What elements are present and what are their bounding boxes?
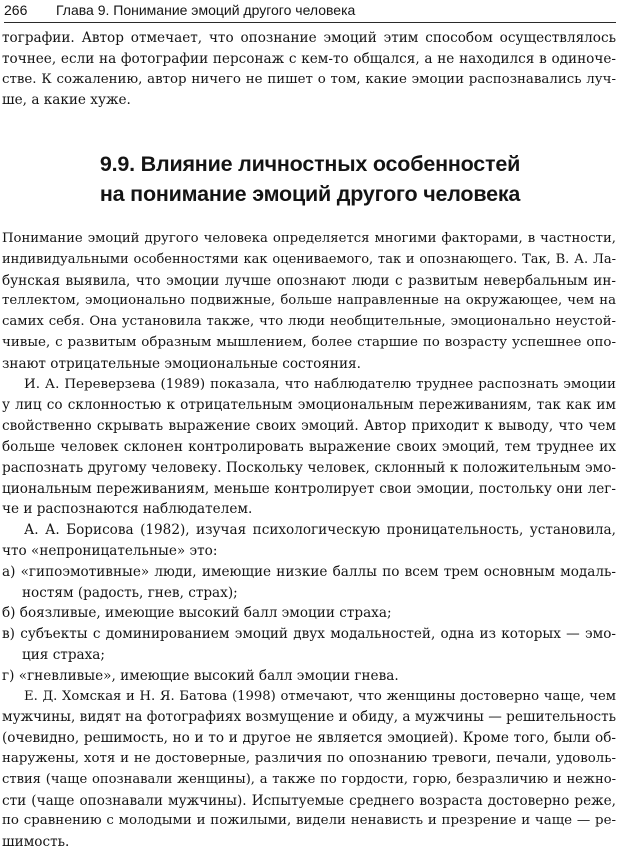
text-line: циональным переживаниям, меньше контролирует свои эмоции, постольку они лег- — [2, 480, 616, 497]
text-line: И. А. Переверзева (1989) показала, что наблюдателю труднее распознать эмоции — [24, 376, 616, 392]
text-line: шимость. — [2, 834, 70, 851]
text-line: чивые, с развитым образным мышлением, более старшие по возрасту успешнее опо- — [2, 334, 616, 350]
text-line: (очевидно, решимость, но и то и другое не является эмоцией). Кроме того, были об- — [2, 730, 616, 747]
running-title: Глава 9. Понимание эмоций другого человека — [56, 2, 356, 18]
text-line: Е. Д. Хомская и Н. Я. Батова (1998) отмечают, что женщины достоверно чаще, чем — [24, 688, 616, 704]
text-line: мужчины, видят на фотографиях возмущение и обиду, а мужчины — решительность — [2, 709, 616, 726]
text-line: распознать другому человеку. Поскольку человек, склонный к положительным эмо- — [2, 459, 616, 476]
text-line: больше человек склонен контролировать выражение своих эмоций, тем труднее их — [2, 438, 616, 455]
section-title-line: на понимание эмоций другого человека — [99, 182, 521, 206]
text-line: по сравнению с молодыми и пожилыми, видели ненависть и презрение и чаще — ре- — [2, 813, 616, 829]
text-line: наружены, хотя и не достоверные, различия по опознанию тревоги, печали, удоволь- — [2, 750, 616, 766]
text-line: индивидуальными особенностями как оцениваемого, так и опознающего. Так, В. А. Ла- — [2, 251, 616, 267]
text-line: Понимание эмоций другого человека определяется многими факторами, в частности, — [2, 231, 616, 246]
text-line: знают отрицательные эмоциональные состояния. — [2, 355, 361, 372]
list-item: г) «гневливые», имеющие высокий балл эмоции гнева. — [2, 667, 399, 684]
text-line: ше, а какие хуже. — [2, 92, 131, 109]
paragraph — [2, 520, 616, 562]
text-line: стве. К сожалению, автор ничего не пишет о том, какие эмоции распознавались луч- — [2, 71, 616, 87]
list-item-continuation: ция страха; — [22, 646, 105, 663]
text-line: А. А. Борисова (1982), изучая психологическую проницательность, установила, — [24, 522, 616, 539]
paragraph — [2, 229, 616, 375]
text-line: ствия (чаще опознавали женщины), а также по гордости, горю, безразличию и нежно- — [2, 771, 616, 787]
text-line: че и распознаются наблюдателем. — [2, 501, 253, 518]
section-body — [2, 229, 616, 853]
list-item: б) боязливые, имеющие высокий балл эмоции страха; — [2, 605, 392, 622]
section-title — [0, 149, 620, 209]
list-item-continuation: ностям (радость, гнев, страх); — [22, 584, 238, 601]
text-line: у лиц со склонностью к отрицательным эмоциональным переживаниям, так как им — [2, 397, 616, 414]
page-number: 266 — [4, 2, 28, 18]
text-line: тографии. Автор отмечает, что опознание эмоций этим способом осуществлялось — [2, 30, 616, 46]
text-line: самих себя. Она установила также, что люди необщительные, эмоционально неустой- — [2, 314, 616, 330]
page-body — [2, 28, 616, 111]
text-line: свойственно скрывать выражение своих эмоций. Автор приходит к выводу, что чем — [2, 418, 616, 435]
running-header — [4, 0, 616, 23]
enumerated-list — [2, 562, 616, 687]
text-line: теллектом, эмоционально подвижные, больше направленные на окружающее, чем на — [2, 293, 616, 309]
list-item: в) субъекты с доминированием эмоций двух модальностей, одна из которых — эмо- — [2, 626, 616, 643]
section-title-line: 9.9. Влияние личностных особенностей — [99, 152, 521, 176]
text-line: бунская выявила, что эмоции лучше опознают люди с развитым невербальным ин- — [2, 272, 616, 289]
paragraph — [2, 687, 616, 853]
paragraph — [2, 375, 616, 521]
lead-paragraph — [2, 28, 616, 111]
text-line: сти (чаще опознавали мужчины). Испытуемые среднего возраста достоверно реже, — [2, 792, 616, 809]
text-line: точнее, если на фотографии персонаж с кем-то общался, а не находился в одиноче- — [2, 50, 616, 67]
list-item: а) «гипоэмотивные» люди, имеющие низкие баллы по всем трем основным модаль- — [2, 563, 616, 580]
text-line: что «непроницательные» это: — [2, 542, 218, 559]
